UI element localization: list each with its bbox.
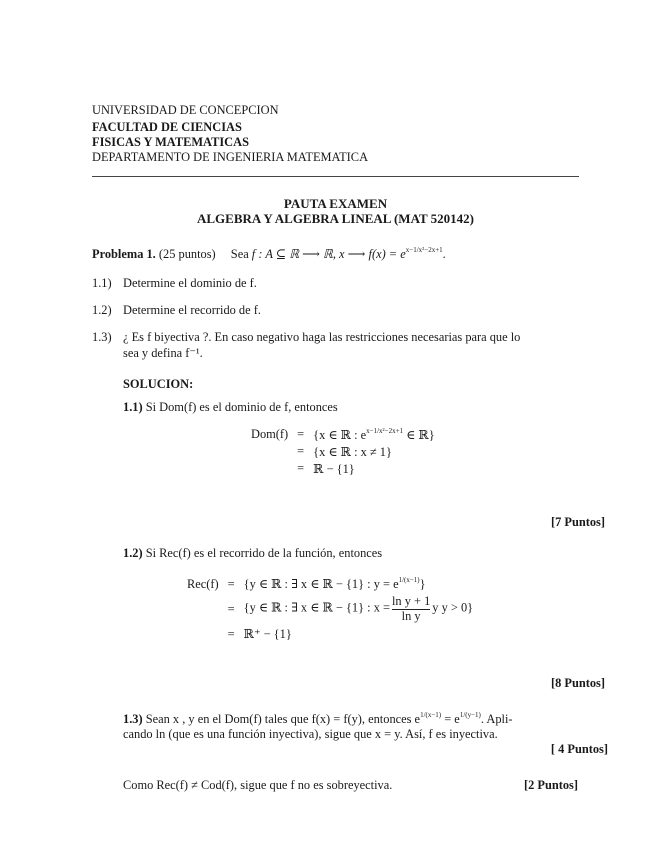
problem-points: (25 puntos) <box>158 247 216 261</box>
item-1-number: 1.1) <box>92 276 112 290</box>
points-1-3: [ 4 Puntos] <box>550 742 608 756</box>
exam-title: PAUTA EXAMEN <box>283 196 388 211</box>
item-3-text-line1: ¿ Es f biyectiva ?. En caso negativo haga las restricciones necesarias para que lo <box>123 330 521 344</box>
points-1-1: [7 Puntos] <box>550 515 605 529</box>
points-final: [2 Puntos] <box>523 778 578 792</box>
solution-1-2-text: Si Rec(f) es el recorrido de la función, entonces <box>145 546 383 560</box>
faculty-name: FACULTAD DE CIENCIAS <box>92 120 242 134</box>
range-lhs: Rec(f) <box>187 576 219 591</box>
equals-sign: = <box>227 601 235 616</box>
item-2-number: 1.2) <box>92 303 112 317</box>
university-name: UNIVERSIDAD DE CONCEPCION <box>92 103 279 117</box>
solution-1-1-label: 1.1) <box>123 400 143 414</box>
function-definition: f : A ⊆ ℝ ⟶ ℝ, x ⟶ f(x) = e <box>251 247 406 261</box>
item-2-text: Determine el recorrido de f. <box>123 303 261 317</box>
equals-sign: = <box>297 444 305 458</box>
log-fraction: $\frac{\text{ln y + 1}}{\text{ln y}}$ <box>391 594 431 623</box>
equals-sign: = <box>297 461 305 475</box>
solution-1-2-intro <box>123 546 382 561</box>
points-1-2: [8 Puntos] <box>550 676 605 690</box>
range-row-2: {y ∈ ℝ : ∃ x ∈ ℝ − {1} : x = $\frac{\text{ln y + 1}}{\text{ln y}}$ y y > 0} <box>243 594 474 623</box>
domain-derivation <box>251 426 435 477</box>
problem-prefix: Sea <box>230 247 252 261</box>
header-divider <box>92 176 579 177</box>
domain-row-2: {x ∈ ℝ : x ≠ 1} <box>313 444 392 459</box>
item-3-number: 1.3) <box>92 330 112 344</box>
item-3-text-line2: sea y defina f⁻¹. <box>123 346 203 360</box>
equals-sign: = <box>227 576 235 591</box>
exp-den: x²−2x+1 <box>418 246 443 254</box>
solution-1-3-line2: cando ln (que es una función inyectiva), sigue que x = y. Así, f es inyectiva. <box>123 727 498 741</box>
solution-1-2-label: 1.2) <box>123 546 143 560</box>
solution-heading: SOLUCION: <box>123 377 194 391</box>
domain-row-1: {x ∈ ℝ : $e^{x-1/x^2-2x+1}$ ∈ ℝ} <box>313 426 435 442</box>
domain-row-3: ℝ − {1} <box>313 461 355 476</box>
problem-statement: Problema 1. (25 puntos) Sea f : A ⊆ ℝ ⟶ ℝ, x ⟶ $f(x) = e^{x-1/x^2-2x+1}$. <box>92 246 446 261</box>
equals-sign: = <box>227 626 235 641</box>
problem-label: Problema 1. <box>92 247 156 261</box>
solution-1-1-intro <box>123 400 338 415</box>
course-title: ALGEBRA Y ALGEBRA LINEAL (MAT 520142) <box>196 211 475 226</box>
solution-1-1-text: Si Dom(f) es el dominio de f, entonces <box>145 400 338 414</box>
range-row-3: ℝ⁺ − {1} <box>243 627 292 641</box>
surjectivity-conclusion: Como Rec(f) ≠ Cod(f), sigue que f no es sobreyectiva. <box>123 778 393 792</box>
equals-sign: = <box>297 427 305 441</box>
range-row-1: {y ∈ ℝ : ∃ x ∈ ℝ − {1} : $y = e^{1/(x-1)}$} <box>243 576 426 591</box>
exp-num: x−1 <box>405 246 417 254</box>
range-derivation <box>187 574 473 644</box>
item-1-text: Determine el dominio de f. <box>123 276 257 290</box>
department-name: DEPARTAMENTO DE INGENIERIA MATEMATICA <box>92 150 369 164</box>
solution-1-3-line1: 1.3) Sean x , y en el Dom(f) tales que f(x) = f(y), entonces $e^{1/(x-1)} = e^{1/(y-1)}$. Apli- <box>123 711 513 726</box>
faculty-name-2: FISICAS Y MATEMATICAS <box>92 135 249 149</box>
solution-1-3-label: 1.3) <box>123 712 143 726</box>
domain-lhs: Dom(f) <box>251 427 289 441</box>
